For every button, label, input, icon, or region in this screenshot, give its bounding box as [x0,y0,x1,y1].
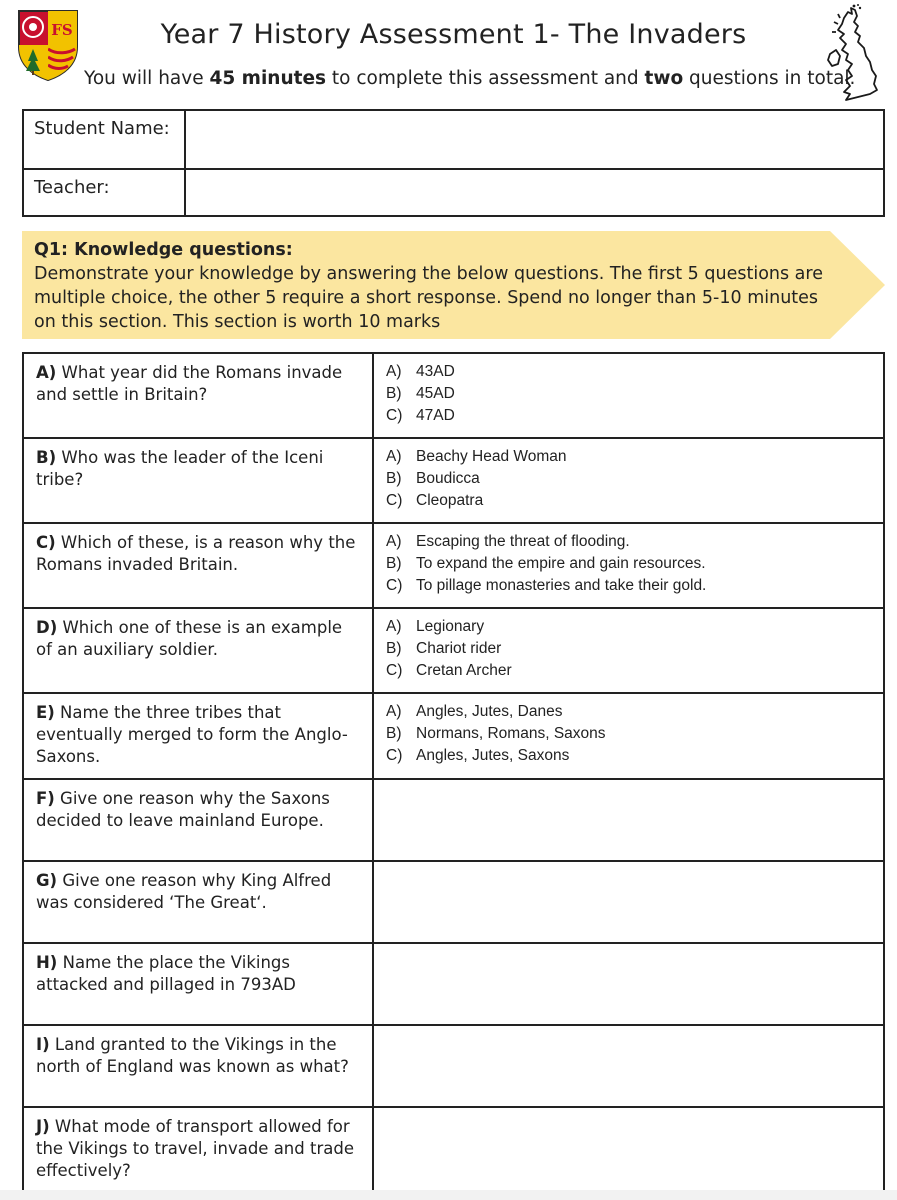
option-letter: A) [386,363,402,380]
question-prompt: Give one reason why King Alfred was considered ‘The Great‘. [36,871,332,912]
question-prompt: Who was the leader of the Iceni tribe? [36,448,324,489]
answer-option[interactable] [386,531,873,553]
option-text: Boudicca [416,470,480,487]
question-label: E) [36,703,55,722]
question-row [23,1107,884,1193]
question-prompt: Which one of these is an example of an auxiliary soldier. [36,618,343,659]
question-text [23,438,373,523]
answer-option[interactable] [386,383,873,405]
option-letter: A) [386,618,402,635]
teacher-field[interactable] [185,169,884,216]
question-label: D) [36,618,58,637]
section-title: Q1: Knowledge questions: [34,240,293,260]
answer-field[interactable] [373,779,884,861]
option-letter: B) [386,640,402,657]
option-letter: C) [386,407,403,424]
school-crest-logo [17,9,79,81]
question-text [23,523,373,608]
section-banner [22,231,885,339]
answer-field[interactable] [373,943,884,1025]
answer-option[interactable] [386,745,873,767]
option-letter: B) [386,385,402,402]
question-prompt: Give one reason why the Saxons decided to leave mainland Europe. [36,789,330,830]
answer-option[interactable] [386,446,873,468]
answer-option[interactable] [386,660,873,682]
question-row [23,779,884,861]
question-text [23,943,373,1025]
question-row [23,1025,884,1107]
question-text [23,608,373,693]
option-letter: B) [386,555,402,572]
option-text: Normans, Romans, Saxons [416,725,606,742]
question-row [23,438,884,523]
option-letter: B) [386,725,402,742]
option-text: Angles, Jutes, Saxons [416,747,570,764]
question-row [23,861,884,943]
question-label: J) [36,1117,50,1136]
option-letter: C) [386,492,403,509]
question-label: F) [36,789,55,808]
option-letter: A) [386,703,402,720]
answer-option[interactable] [386,468,873,490]
option-text: 45AD [416,385,455,402]
option-text: To pillage monasteries and take their gold. [416,577,707,594]
page-footer [0,1190,897,1200]
question-prompt: What year did the Romans invade and settle in Britain? [36,363,343,404]
option-letter: B) [386,470,402,487]
answer-option[interactable] [386,723,873,745]
questions-table [22,352,885,1194]
question-label: C) [36,533,56,552]
question-prompt: Land granted to the Vikings in the north of England was known as what? [36,1035,349,1076]
question-row [23,693,884,779]
answer-option[interactable] [386,553,873,575]
student-name-field[interactable] [185,110,884,169]
teacher-label: Teacher: [23,169,185,216]
answer-field[interactable] [373,1107,884,1193]
question-text [23,861,373,943]
question-prompt: What mode of transport allowed for the Vikings to travel, invade and trade effectively? [36,1117,354,1180]
answer-option[interactable] [386,490,873,512]
option-text: Cleopatra [416,492,484,509]
answer-option[interactable] [386,701,873,723]
answer-options [373,438,884,523]
option-text: To expand the empire and gain resources. [416,555,706,572]
option-text: Angles, Jutes, Danes [416,703,563,720]
question-text [23,1025,373,1107]
option-letter: C) [386,577,403,594]
crest-lettering: FS [51,21,73,39]
question-prompt: Name the place the Vikings attacked and pillaged in 793AD [36,953,296,994]
option-text: 47AD [416,407,455,424]
question-row [23,608,884,693]
option-letter: A) [386,448,402,465]
answer-option[interactable] [386,361,873,383]
option-text: Legionary [416,618,485,635]
answer-options [373,523,884,608]
option-letter: C) [386,747,403,764]
question-label: B) [36,448,57,467]
answer-options [373,608,884,693]
question-count: two [644,68,684,89]
question-label: H) [36,953,58,972]
question-text [23,693,373,779]
question-label: A) [36,363,57,382]
option-text: Chariot rider [416,640,502,657]
section-instructions: Demonstrate your knowledge by answering the below questions. The first 5 questions are multiple choice, the other 5 require a short response. Spend no longer than 5-10 minutes on this section. This section is worth 10 marks [34,264,823,332]
option-text: Cretan Archer [416,662,512,679]
question-text [23,1107,373,1193]
student-info-table [22,109,885,217]
option-letter: C) [386,662,403,679]
answer-option[interactable] [386,575,873,597]
answer-field[interactable] [373,861,884,943]
option-text: Escaping the threat of flooding. [416,533,630,550]
option-letter: A) [386,533,402,550]
question-text [23,779,373,861]
question-prompt: Name the three tribes that eventually merged to form the Anglo-Saxons. [36,703,348,766]
time-limit: 45 minutes [209,68,327,89]
page-title: Year 7 History Assessment 1- The Invaders [160,19,747,50]
answer-field[interactable] [373,1025,884,1107]
answer-options [373,693,884,779]
question-row [23,353,884,438]
student-name-label: Student Name: [23,110,185,169]
answer-option[interactable] [386,616,873,638]
question-row [23,943,884,1025]
answer-option[interactable] [386,405,873,427]
answer-options [373,353,884,438]
question-label: I) [36,1035,50,1054]
question-row [23,523,884,608]
instructions: You will have 45 minutes to complete this assessment and two questions in total. [84,68,856,89]
option-text: Beachy Head Woman [416,448,567,465]
question-prompt: Which of these, is a reason why the Romans invaded Britain. [36,533,356,574]
question-label: G) [36,871,58,890]
option-text: 43AD [416,363,455,380]
question-text [23,353,373,438]
answer-option[interactable] [386,638,873,660]
uk-map-icon [824,4,880,102]
